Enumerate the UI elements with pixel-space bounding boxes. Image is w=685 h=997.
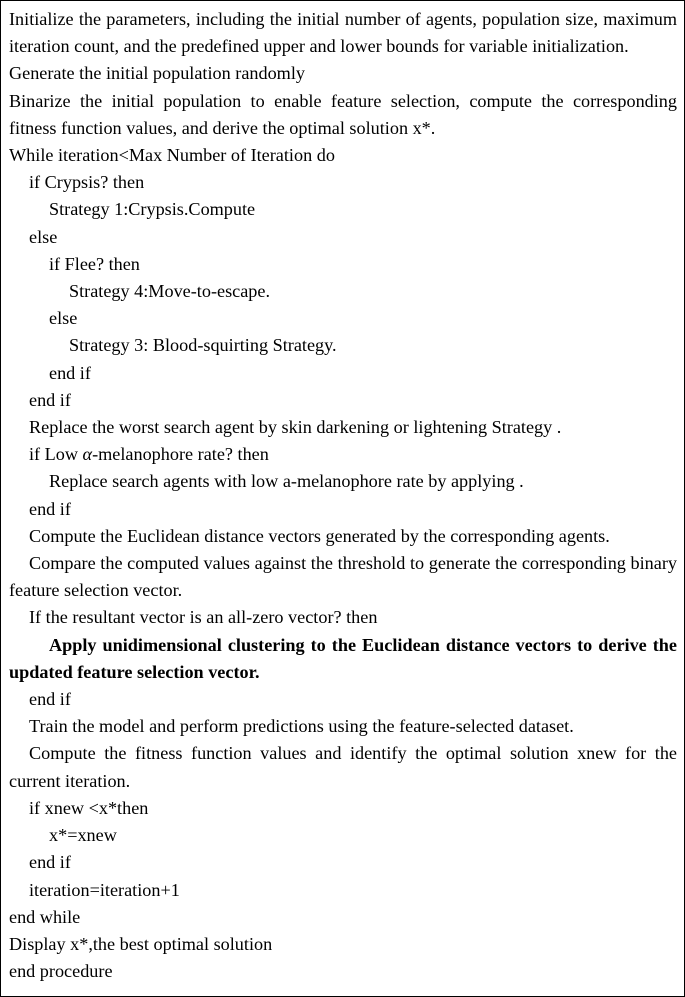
algorithm-line: end while <box>9 906 81 927</box>
algorithm-line: if xnew <x*then <box>29 797 149 818</box>
algorithm-line: If the resultant vector is an all-zero vector? then <box>29 607 378 628</box>
algorithm-line: x*=xnew <box>49 825 117 846</box>
algorithm-line-text: if Low <box>29 444 83 465</box>
algorithm-line: end if <box>49 362 91 383</box>
algorithm-line: Replace the worst search agent by skin darkening or lightening Strategy . <box>29 417 562 438</box>
algorithm-line: Compute the Euclidean distance vectors generated by the corresponding agents. <box>29 525 610 546</box>
algorithm-line: end if <box>29 498 71 519</box>
algorithm-body <box>9 6 677 985</box>
algorithm-line: Generate the initial population randomly <box>9 63 305 84</box>
algorithm-line: Display x*,the best optimal solution <box>9 933 273 954</box>
algorithm-line: else <box>49 308 78 329</box>
algorithm-line: Initialize the parameters, including the initial number of agents, population size, maximum iteration count, and the predefined upper and lower bounds for variable initialization. <box>9 9 677 57</box>
algorithm-line: end if <box>29 689 71 710</box>
algorithm-line <box>9 441 677 468</box>
algorithm-line-emphasis: Apply unidimensional clustering to the Euclidean distance vectors to derive the updated feature selection vector. <box>9 634 677 682</box>
algorithm-line: Compute the fitness function values and identify the optimal solution xnew for the current iteration. <box>9 743 677 791</box>
algorithm-line: Compare the computed values against the threshold to generate the corresponding binary feature selection vector. <box>9 553 677 601</box>
algorithm-line: Train the model and perform predictions using the feature-selected dataset. <box>29 716 574 737</box>
algorithm-line: else <box>29 226 58 247</box>
algorithm-line: if Flee? then <box>49 253 140 274</box>
algorithm-line: Strategy 3: Blood-squirting Strategy. <box>69 335 337 356</box>
algorithm-line: Replace search agents with low a-melanophore rate by applying . <box>49 471 524 492</box>
algorithm-line: Strategy 4:Move-to-escape. <box>69 281 271 302</box>
alpha-symbol: α <box>82 444 93 465</box>
algorithm-line: end if <box>29 389 71 410</box>
algorithm-line: While iteration<Max Number of Iteration do <box>9 145 335 166</box>
algorithm-line: Binarize the initial population to enable feature selection, compute the corresponding fitness function values, and derive the optimal solution x*. <box>9 90 677 138</box>
algorithm-line: iteration=iteration+1 <box>29 879 180 900</box>
algorithm-line: if Crypsis? then <box>29 172 145 193</box>
algorithm-line: end if <box>29 852 71 873</box>
algorithm-line: Strategy 1:Crypsis.Compute <box>49 199 256 220</box>
algorithm-line: end procedure <box>9 961 113 982</box>
algorithm-line-text: -melanophore rate? then <box>92 444 269 465</box>
